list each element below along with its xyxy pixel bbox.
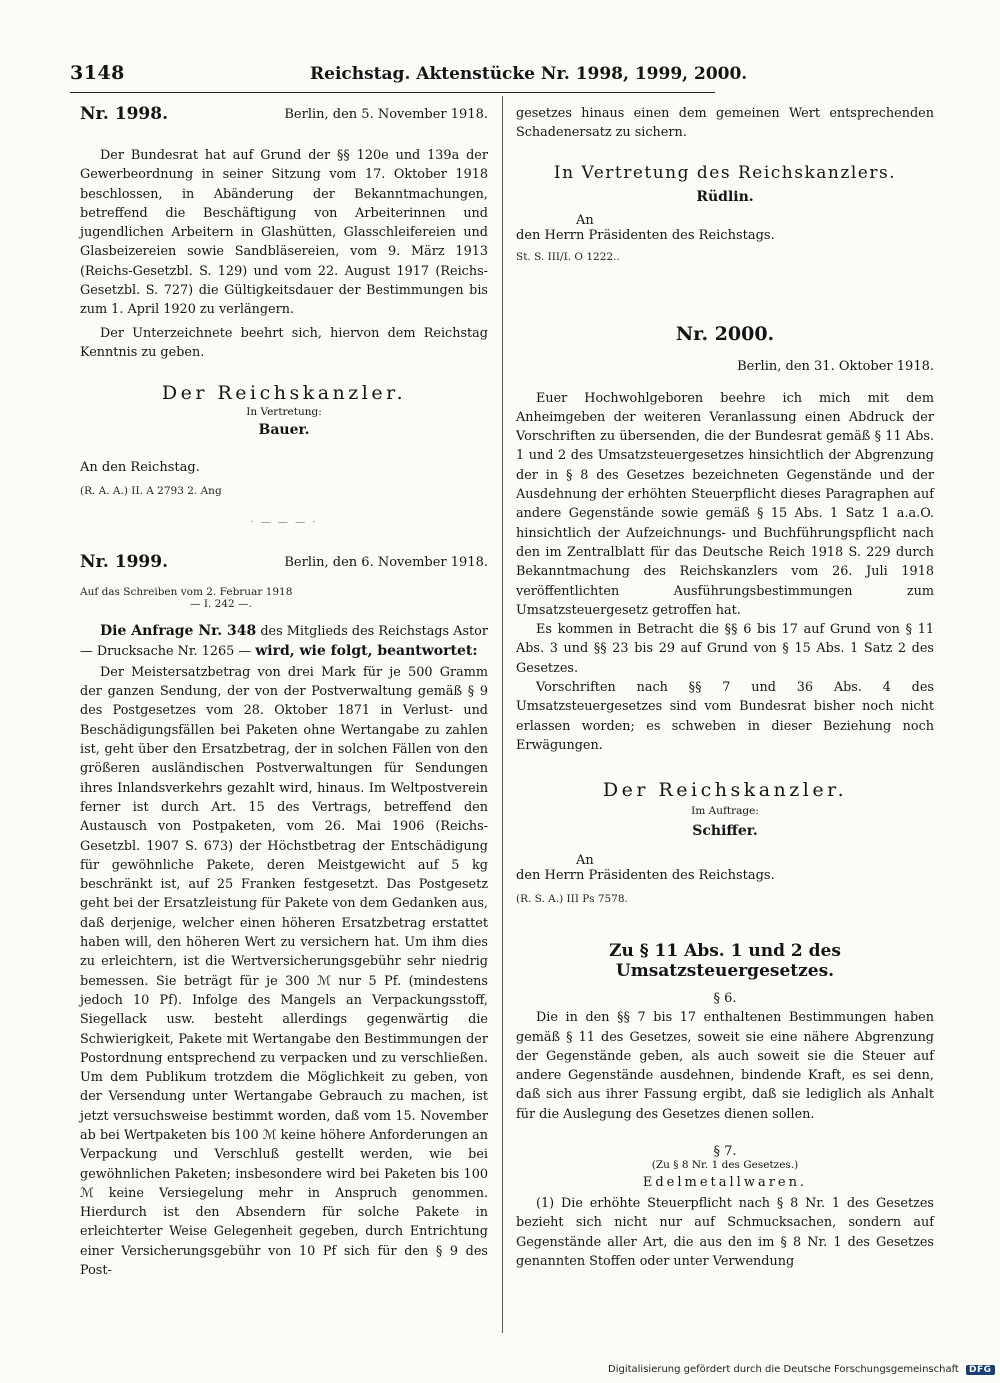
- signer-name: Bauer.: [258, 422, 310, 439]
- addressee: An den Reichstag.: [80, 460, 200, 476]
- addressee-prefix: An: [576, 212, 594, 228]
- body-paragraph: Euer Hochwohlgeboren beehre ich mich mit dem Anheimgeben der weiteren Veranlassung einen Abdruck der Vorschriften zu übersenden, die der Bundesrat gemäß § 11 Abs. 1 und 2 des Umsatzsteuergesetzes hinsichtlich der Abgrenzung der in § 8 des Gesetzes bezeichneten Gegenstände und der Ausdehnung der erhöhten Steuerpflicht dieses Paragraphen auf andere Gegenstände sowie gemäß § 15 Abs. 1 Satz 1 a.a.O. hinsichtlich der Aufzeichnungs- und Buchführungspflicht nach den im Zentralblatt für das Deutsche Reich 1918 S. 229 durch Bekanntmachung des Reichskanzlers vom 26. Juli 1918 veröffentlichten Ausführungsbestimmungen zum Umsatzsteuergesetz getroffen hat.: [516, 390, 934, 618]
- document-number: Nr. 1999.: [80, 552, 169, 573]
- document-number: Nr. 1998.: [80, 104, 169, 124]
- file-reference: St. S. III/I. O 1222..: [516, 250, 620, 263]
- signer-name: Rüdlin.: [696, 188, 754, 205]
- separator: · — — — ·: [250, 517, 318, 529]
- dateline: Berlin, den 31. Oktober 1918.: [737, 358, 934, 374]
- reply-note: Auf das Schreiben vom 2. Februar 1918: [80, 586, 293, 599]
- document-1998: [80, 104, 488, 528]
- addressee-prefix: An: [576, 853, 594, 869]
- dateline: Berlin, den 5. November 1918.: [284, 107, 488, 122]
- dfg-logo: DFG: [966, 1365, 995, 1375]
- body-paragraph: Es kommen in Betracht die §§ 6 bis 17 auf Grund von § 11 Abs. 3 und §§ 23 bis 29 auf Grund von § 15 Abs. 1 Satz 2 des Gesetzes.: [516, 622, 934, 676]
- notice-paragraph: Der Unterzeichnete beehrt sich, hiervon dem Reichstag Kenntnis zu geben.: [80, 325, 488, 360]
- by-order-line: Im Auftrage:: [691, 805, 759, 818]
- running-header: [70, 60, 748, 93]
- paragraph-6-body: Die in den §§ 7 bis 17 enthaltenen Bestimmungen haben gemäß § 11 des Gesetzes, soweit sie eine nähere Abgrenzung der Gegenstände geben, als auch soweit sie die Steuer auf andere Gegenstände ausdehnen, bindende Kraft, es sei denn, daß sich aus ihrer Fassung ergibt, daß sie lediglich als Anhalt für die Auslegung des Gesetzes dienen sollen.: [516, 1010, 934, 1122]
- reply-note-reference: — I. 242 —.: [190, 598, 252, 611]
- inquiry-source: des Mitglieds des Reichstags Astor — Drucksache Nr. 1265 —: [80, 624, 488, 659]
- document-number: Nr. 2000.: [675, 322, 775, 345]
- inquiry-label: Die Anfrage Nr. 348: [100, 623, 257, 640]
- body-paragraph: Vorschriften nach §§ 7 und 36 Abs. 4 des Umsatzsteuergesetzes sind vom Bundesrat bisher noch nicht erlassen worden; es schweben in dieser Beziehung noch Erwägungen.: [516, 680, 934, 753]
- column-divider: [502, 96, 503, 1333]
- page-number: 3148: [70, 62, 125, 84]
- document-2000: [516, 323, 934, 906]
- answer-body: Der Meistersatzbetrag von drei Mark für je 500 Gramm der ganzen Sendung, der von der Postverwaltung gemäß § 9 des Postgesetzes vom 28. Oktober 1871 in Verlust- und Beschädigungsfällen bei Paketen ohne Wertangabe zu zahlen ist, geht über den Ersatzbetrag, der in solchen Fällen von den größeren ausländischen Postverwaltungen für Sendungen ihres Inlandsverkehrs gezahlt wird, hinaus. Im Weltpostverein ferner ist durch Art. 15 des Vertrags, betreffend den Austausch von Postpaketen, vom 26. Mai 1906 (Reichs-Gesetzbl. 1907 S. 673) der Höchstbetrag der Entschädigung für gewöhnliche Pakete, deren Meistgewicht auf 5 kg beschränkt ist, auf 25 Franken festgesetzt. Das Postgesetz geht bei der Ersatzleistung für Pakete von dem Gedanken aus, daß derjenige, welcher einen höheren Ersatzbetrag erstattet haben will, den höheren Wert zu versichern hat. Um ihm dies zu erleichtern, ist die Wertversicherungsgebühr sehr niedrig bemessen. Sie beträgt für je 300 ℳ nur 5 Pf. (mindestens jedoch 10 Pf). Infolge des Mangels an Verpackungsstoff, Siegellack usw. besteht allerdings gegenwärtig die Schwierigkeit, Pakete mit Wertangabe den Bestimmungen der Postordnung entsprechend zu verpacken und zu verschließen. Um dem Publikum trotzdem die Möglichkeit zu geben, von der Versendung unter Wertangabe Gebrauch zu machen, ist jetzt versuchsweise bestimmt worden, daß vom 15. November ab bei Wertpaketen bis 100 ℳ keine höhere Anforderungen an Verpackung und Verschluß gestellt werden, wie bei gewöhnlichen Paketen; insbesondere wird bei Paketen bis 100 ℳ keine Versiegelung mehr in Anspruch genommen. Hierdurch ist den Absendern für solche Pakete in erleichterter Weise Gelegenheit gegeben, durch Entrichtung einer Versicherungsgebühr von 10 Pf sich für den § 9 des Post-: [80, 664, 488, 1279]
- left-column: [80, 104, 488, 1280]
- ordinance-appendix: [516, 941, 934, 1271]
- paragraph-6-title: § 6.: [713, 991, 737, 1007]
- document-1999: [80, 552, 488, 1280]
- addressee: den Herrn Präsidenten des Reichstags.: [516, 227, 775, 243]
- file-reference: (R. S. A.) III Ps 7578.: [516, 893, 628, 906]
- signer-name: Schiffer.: [692, 823, 758, 840]
- representation-title: In Vertretung des Reichskanzlers.: [553, 162, 897, 183]
- paragraph-7-subtitle: (Zu § 8 Nr. 1 des Gesetzes.): [651, 1159, 799, 1172]
- paragraph-7-title: § 7.: [713, 1144, 737, 1160]
- digitization-credit: [608, 1364, 995, 1375]
- inquiry-intro: [80, 622, 488, 661]
- right-column: [516, 104, 934, 1271]
- signatory-title: Der Reichskanzler.: [602, 779, 848, 802]
- section-heading: Zu § 11 Abs. 1 und 2 des Umsatzsteuergesetzes.: [609, 941, 841, 982]
- body-paragraph: Der Bundesrat hat auf Grund der §§ 120e und 139a der Gewerbeordnung in seiner Sitzung vom 17. Oktober 1918 beschlossen, in Abänderung der Bekanntmachungen, betreffend die Beschäftigung von Arbeiterinnen und jugendlichen Arbeitern in Glashütten, Glasschleifereien und Glasbeizereien sowie Sandbläsereien, vom 9. März 1913 (Reichs-Gesetzbl. S. 129) und vom 22. August 1917 (Reichs-Gesetzbl. S. 727) die Gültigkeitsdauer der Bestimmungen bis zum 1. April 1920 zu verlängern.: [80, 148, 488, 318]
- dateline: Berlin, den 6. November 1918.: [284, 555, 488, 571]
- answer-phrase: wird, wie folgt, beantwortet:: [255, 642, 478, 659]
- signatory-title: Der Reichskanzler.: [161, 382, 407, 405]
- running-title: Reichstag. Aktenstücke Nr. 1998, 1999, 2000.: [310, 64, 748, 84]
- credit-text: Digitalisierung gefördert durch die Deutsche Forschungsgemeinschaft: [608, 1364, 959, 1375]
- paragraph-7-body: (1) Die erhöhte Steuerpflicht nach § 8 Nr. 1 des Gesetzes bezieht sich nicht nur auf Schmucksachen, sondern auf Gegenstände aller Art, die aus den im § 8 Nr. 1 des Gesetzes genannten Stoffen oder unter Verwendung: [516, 1196, 934, 1269]
- file-reference: (R. A. A.) II. A 2793 2. Ang: [80, 485, 222, 498]
- paragraph-7-heading: Edelmetallwaren.: [642, 1175, 808, 1191]
- representation-line: In Vertretung:: [246, 406, 322, 419]
- addressee: den Herrn Präsidenten des Reichstags.: [516, 868, 775, 884]
- continuation-text: gesetzes hinaus einen dem gemeinen Wert entsprechenden Schadenersatz zu sichern.: [516, 106, 934, 141]
